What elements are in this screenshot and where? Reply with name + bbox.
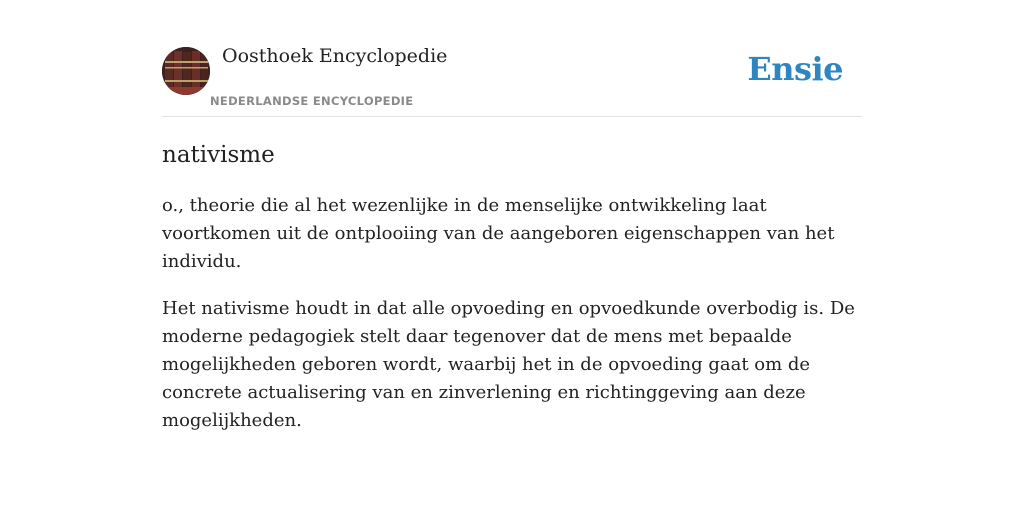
source-subtitle: NEDERLANDSE ENCYCLOPEDIE xyxy=(210,94,414,108)
article-paragraph: o., theorie die al het wezenlijke in de menselijke ontwikkeling laat voortkomen uit de ontplooiing van de aangeboren eigenschappen van het individu. xyxy=(162,195,835,272)
article-title: nativisme xyxy=(162,142,275,168)
source-header xyxy=(162,0,862,117)
article-body xyxy=(162,192,862,435)
article-paragraph: Het nativisme houdt in dat alle opvoeding en opvoedkunde overbodig is. De moderne pedagogiek stelt daar tegenover dat de mens met bepaalde mogelijkheden geboren wordt, waarbij het in de opvoeding gaat om de concrete actualisering van en zinverlening en richtinggeving aan deze mogelijkheden. xyxy=(162,298,855,431)
source-avatar[interactable] xyxy=(162,47,210,95)
ensie-logo-link[interactable]: Ensie xyxy=(747,50,843,88)
article xyxy=(162,138,862,435)
book-spines-icon xyxy=(162,47,210,95)
source-title[interactable]: Oosthoek Encyclopedie xyxy=(222,45,448,67)
